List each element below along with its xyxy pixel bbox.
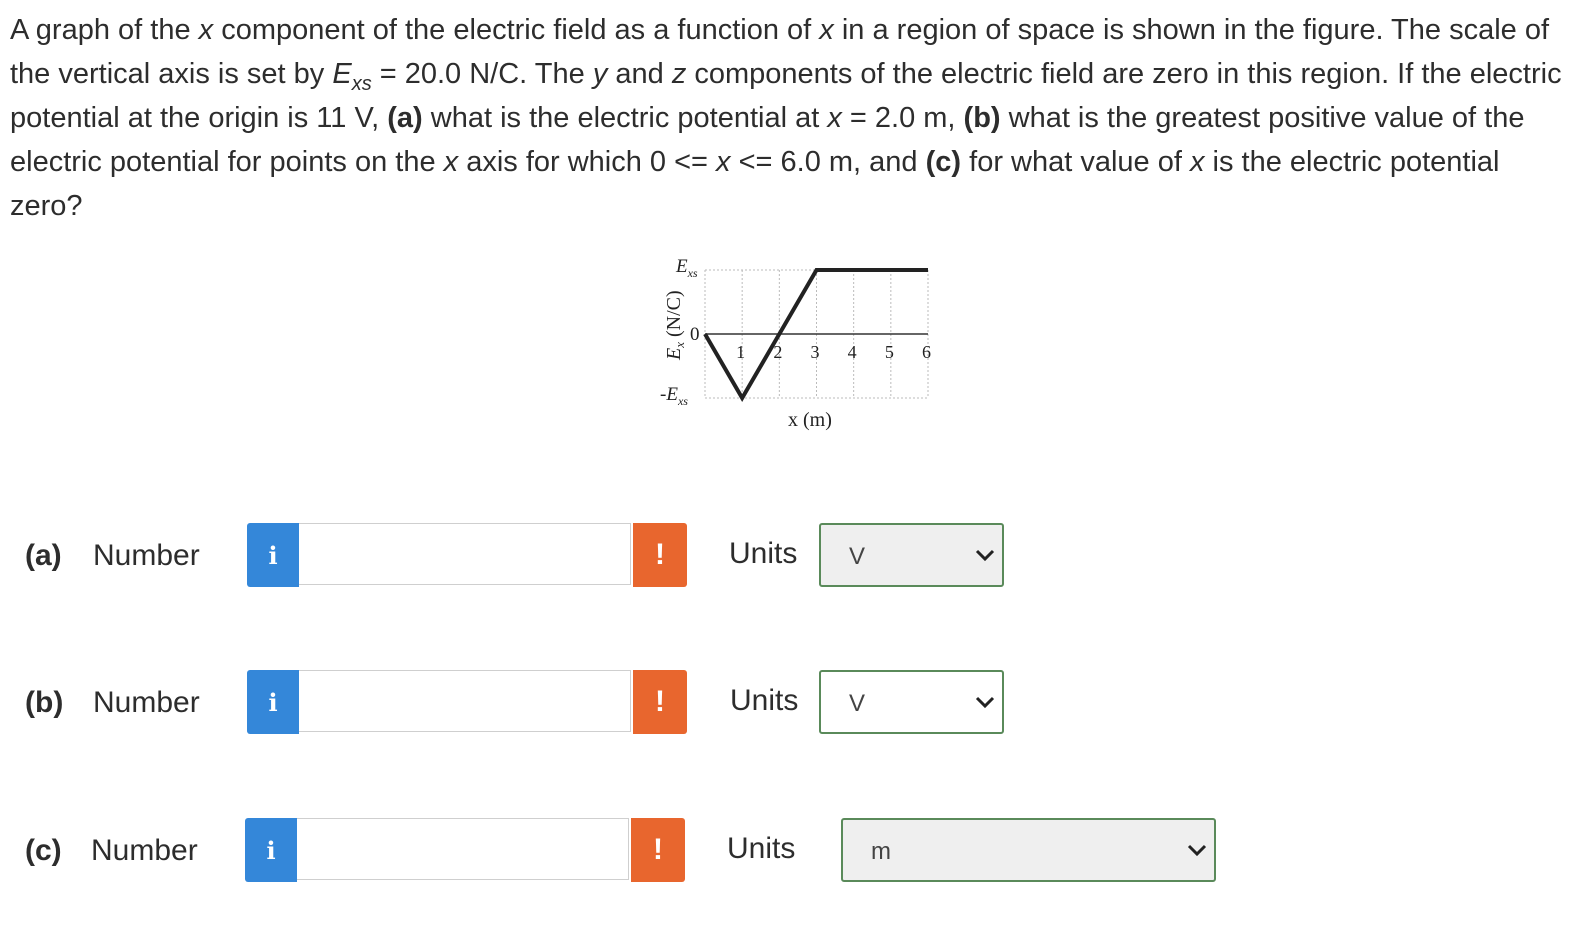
units-select-c[interactable] — [841, 818, 1216, 882]
x-tick-label: 1 — [736, 342, 746, 362]
chevron-down-icon — [974, 694, 996, 710]
y-tick-bottom: $-E_{xs}$ — [660, 384, 688, 408]
answer-row-a — [0, 523, 1596, 589]
y-tick-top: $E_{xs}$ — [676, 256, 698, 280]
info-icon[interactable]: i — [247, 670, 299, 734]
answer-c-input[interactable] — [297, 818, 629, 880]
warning-icon[interactable]: ! — [633, 670, 687, 734]
units-label: Units — [730, 684, 799, 717]
chevron-down-icon — [1186, 842, 1208, 858]
units-label: Units — [727, 832, 796, 865]
x-tick-label: 5 — [884, 342, 894, 362]
selected-unit: V — [849, 690, 866, 717]
number-label: Number — [91, 834, 198, 867]
y-axis-label: $E_x$ (N/C) — [663, 290, 687, 360]
graph-svg — [610, 248, 950, 448]
answer-row-b — [0, 670, 1596, 736]
electric-field-graph — [610, 248, 950, 448]
number-label: Number — [93, 539, 200, 572]
x-tick-label: 3 — [810, 342, 820, 362]
number-label: Number — [93, 686, 200, 719]
info-icon[interactable]: i — [245, 818, 297, 882]
x-tick-label: 4 — [847, 342, 857, 362]
units-label: Units — [729, 537, 798, 570]
units-select-a[interactable] — [819, 523, 1004, 587]
chevron-down-icon — [974, 547, 996, 563]
x-tick-label: 2 — [773, 342, 783, 362]
part-label: (b) — [25, 686, 64, 719]
y-tick-zero: 0 — [690, 324, 700, 345]
answer-b-input[interactable] — [299, 670, 631, 732]
question-text: A graph of the x component of the electric field as a function of x in a region of space is shown in the figure. The scale of the vertical axis is set by $E_{xs} = 20.0$ N/C. The y and z components of the electric field are zero in this region. If the electric potential at the origin is 11 V, (a) what is the electric potential at x = 2.0 m, (b) what is the greatest positive value of the electric potential for points on the x axis for which 0 <= x <= 6.0 m, and (c) for what value of x is the electric potential zero? — [10, 14, 1562, 222]
warning-icon[interactable]: ! — [633, 523, 687, 587]
units-select-b[interactable] — [819, 670, 1004, 734]
x-tick-label: 6 — [922, 342, 931, 362]
answer-a-input[interactable] — [299, 523, 631, 585]
answer-row-c — [0, 818, 1596, 884]
info-icon[interactable]: i — [247, 523, 299, 587]
part-label: (a) — [25, 539, 62, 572]
selected-unit: m — [871, 838, 891, 865]
warning-icon[interactable]: ! — [631, 818, 685, 882]
x-axis-label: x (m) — [788, 409, 832, 431]
selected-unit: V — [849, 543, 866, 570]
part-label: (c) — [25, 834, 62, 867]
